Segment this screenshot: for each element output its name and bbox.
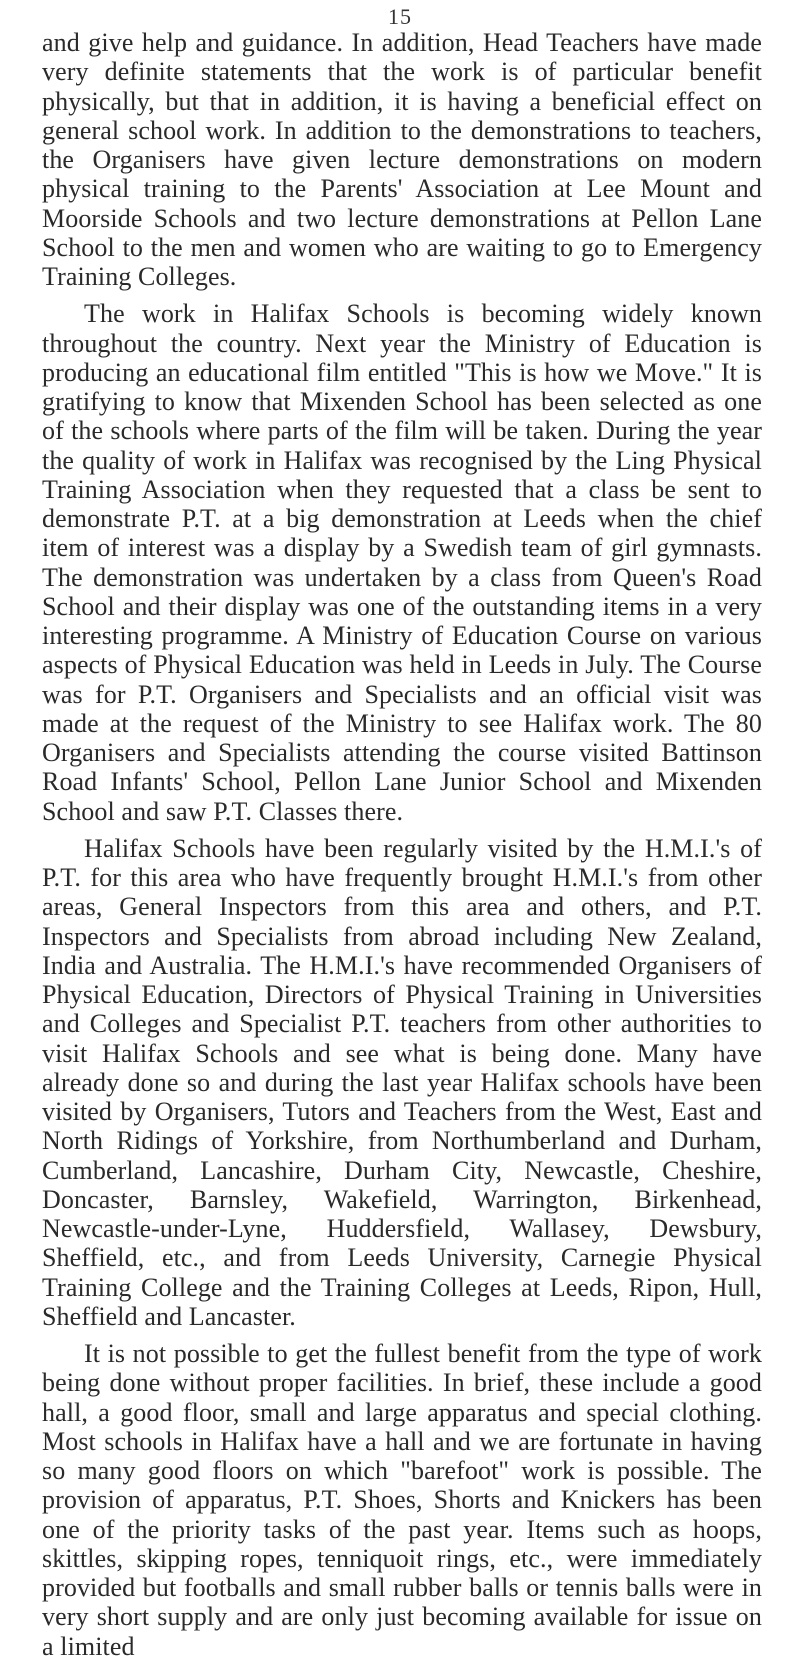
paragraph-continued: and give help and guidance. In addition, Head Teachers have made very definite statements that the work is of particular benefit physically, but that in addition, it is having a beneficial effect on general school work. In addition to the demonstrations to teachers, the Organisers have given lecture demonstrations on modern physical training to the Parents' Association at Lee Mount and Moorside Schools and two lecture demonstrations at Pellon Lane School to the men and women who are waiting to go to Emergency Training Colleges. xyxy=(42,28,762,291)
page-number: 15 xyxy=(388,4,412,29)
paragraph-visitors: Halifax Schools have been regularly visited by the H.M.I.'s of P.T. for this area who have frequently brought H.M.I.'s from other areas, General Inspectors from this area and others, and P.T. Inspectors and Specialists from abroad including New Zealand, India and Australia. The H.M.I.'s have recommended Organisers of Physical Education, Directors of Physical Training in Universities and Colleges and Specialist P.T. teachers from other authorities to visit Halifax Schools and see what is being done. Many have already done so and during the last year Halifax schools have been visited by Organisers, Tutors and Teachers from the West, East and North Ridings of Yorkshire, from Northumberland and Durham, Cumberland, Lancashire, Durham City, Newcastle, Cheshire, Doncaster, Barnsley, Wakefield, Warrington, Birkenhead, Newcastle-under-Lyne, Huddersfield, Wallasey, Dewsbury, Sheffield, etc., and from Leeds University, Carnegie Physical Training College and the Training Colleges at Leeds, Ripon, Hull, Sheffield and Lancaster. xyxy=(42,833,762,1331)
paragraph-halifax-work-known: The work in Halifax Schools is becoming widely known throughout the country. Next year the Ministry of Education is producing an educational film entitled "This is how we Move." It is gratifying to know that Mixenden School has been selected as one of the schools where parts of the film will be taken. During the year the quality of work in Halifax was recognised by the Ling Physical Training Association when they requested that a class be sent to demonstrate P.T. at a big demonstration at Leeds when the chief item of interest was a display by a Swedish team of girl gymnasts. The demonstration was undertaken by a class from Queen's Road School and their display was one of the outstanding items in a very interesting programme. A Ministry of Education Course on various aspects of Physical Education was held in Leeds in July. The Course was for P.T. Organisers and Specialists and an official visit was made at the request of the Ministry to see Halifax work. The 80 Organisers and Specialists attending the course visited Battinson Road Infants' School, Pellon Lane Junior School and Mixenden School and saw P.T. Classes there. xyxy=(42,299,762,826)
paragraph-facilities: It is not possible to get the fullest benefit from the type of work being done without proper facilities. In brief, these include a good hall, a good floor, small and large apparatus and special clothing. Most schools in Halifax have a hall and we are fortunate in having so many good floors on which "barefoot" work is possible. The provision of apparatus, P.T. Shoes, Shorts and Knickers has been one of the priority tasks of the past year. Items such as hoops, skittles, skipping ropes, tenniquoit rings, etc., were immediately provided but footballs and small rubber balls or tennis balls were in very short supply and are only just becoming available for issue on a limited xyxy=(42,1339,762,1661)
body-text xyxy=(42,28,762,1661)
